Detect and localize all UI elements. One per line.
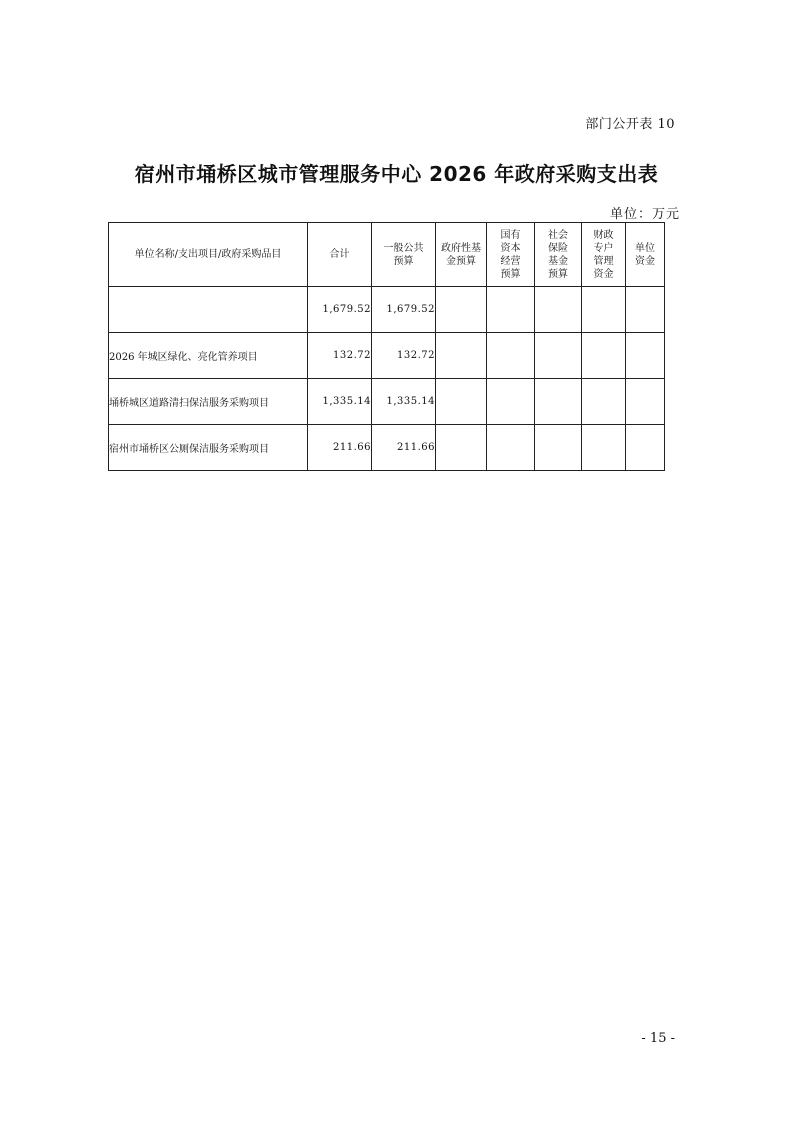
row-unit-funds	[626, 333, 665, 379]
table-row	[109, 425, 665, 471]
page-title: 宿州市埇桥区城市管理服务中心 2026 年政府采购支出表	[134, 162, 659, 186]
row-general-budget: 211.66	[372, 425, 436, 471]
row-name: 2026 年城区绿化、亮化管养项目	[109, 333, 308, 379]
procurement-expenditure-table	[108, 222, 665, 471]
row-special-account	[582, 333, 626, 379]
row-general-budget: 1,335.14	[372, 379, 436, 425]
table-row	[109, 379, 665, 425]
form-number: 部门公开表 10	[585, 117, 675, 132]
table-row	[109, 333, 665, 379]
row-social-insurance	[535, 425, 582, 471]
row-gov-fund	[436, 333, 487, 379]
row-state-capital	[487, 379, 535, 425]
row-name	[109, 287, 308, 333]
row-general-budget: 132.72	[372, 333, 436, 379]
row-state-capital	[487, 333, 535, 379]
header-general-budget: 一般公共预算	[372, 223, 436, 287]
row-unit-funds	[626, 287, 665, 333]
header-gov-fund: 政府性基金预算	[436, 223, 487, 287]
row-gov-fund	[436, 425, 487, 471]
row-name: 埇桥城区道路清扫保洁服务采购项目	[109, 379, 308, 425]
row-state-capital	[487, 287, 535, 333]
unit-label: 单位：万元	[609, 207, 680, 222]
table-header-row	[109, 223, 665, 287]
row-gov-fund	[436, 379, 487, 425]
row-social-insurance	[535, 333, 582, 379]
row-special-account	[582, 425, 626, 471]
page-number: - 15 -	[641, 1031, 675, 1046]
table-row	[109, 287, 665, 333]
row-social-insurance	[535, 379, 582, 425]
header-social-insurance: 社会保险基金预算	[535, 223, 582, 287]
row-name: 宿州市埇桥区公厕保洁服务采购项目	[109, 425, 308, 471]
row-total: 1,335.14	[308, 379, 372, 425]
row-total: 132.72	[308, 333, 372, 379]
row-state-capital	[487, 425, 535, 471]
row-total: 211.66	[308, 425, 372, 471]
row-total: 1,679.52	[308, 287, 372, 333]
header-special-account: 财政专户管理资金	[582, 223, 626, 287]
header-unit-funds: 单位资金	[626, 223, 665, 287]
row-unit-funds	[626, 379, 665, 425]
row-special-account	[582, 287, 626, 333]
header-total: 合计	[308, 223, 372, 287]
row-social-insurance	[535, 287, 582, 333]
header-name: 单位名称/支出项目/政府采购品目	[109, 223, 308, 287]
row-special-account	[582, 379, 626, 425]
row-gov-fund	[436, 287, 487, 333]
row-unit-funds	[626, 425, 665, 471]
row-general-budget: 1,679.52	[372, 287, 436, 333]
header-state-capital: 国有资本经营预算	[487, 223, 535, 287]
